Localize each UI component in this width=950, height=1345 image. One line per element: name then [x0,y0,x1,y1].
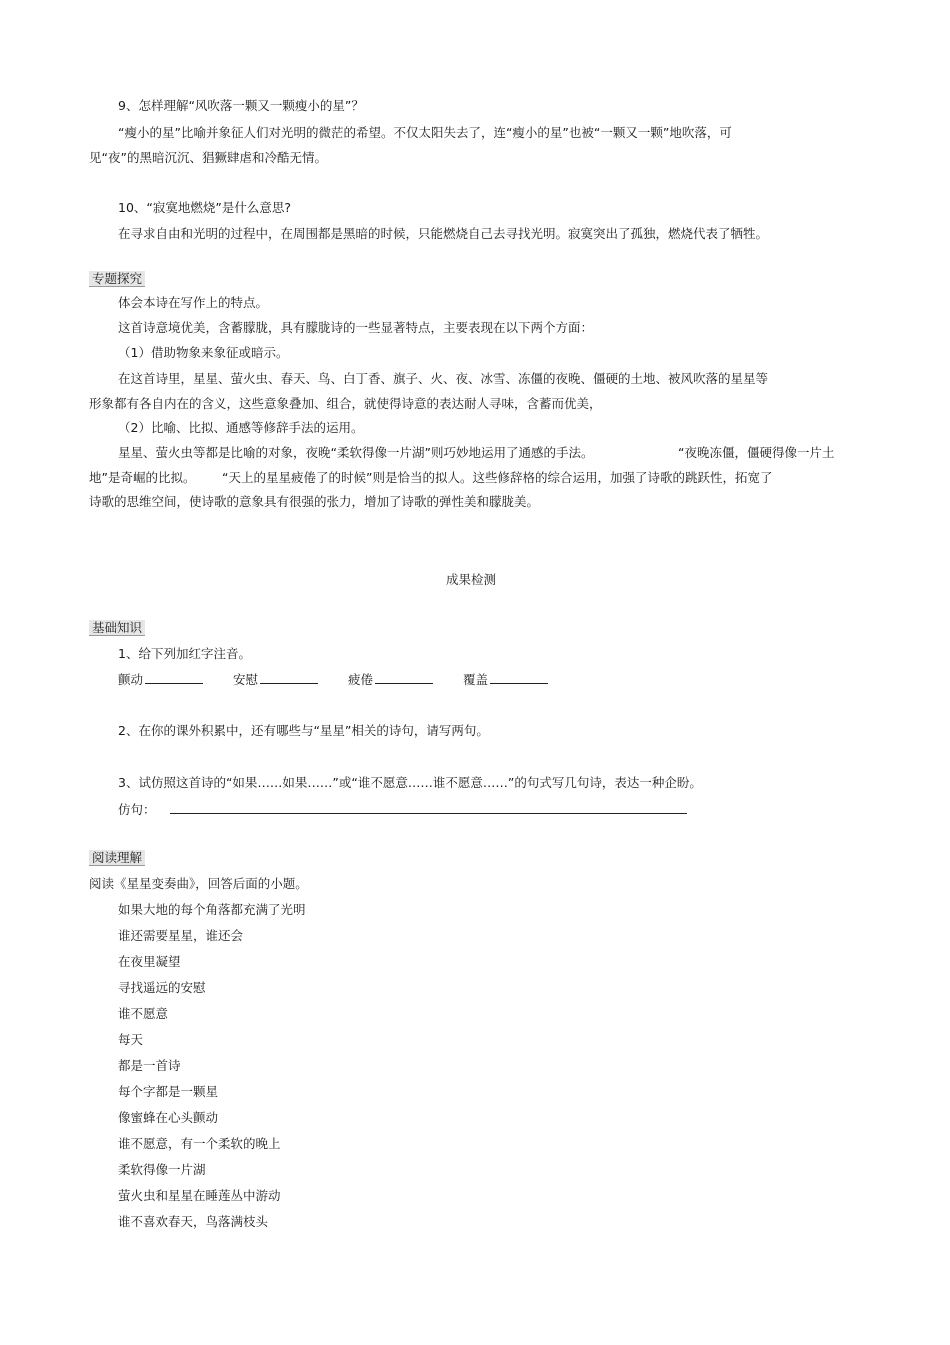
reading-heading-label: 阅读理解 [89,850,145,866]
topic-line2: 这首诗意境优美，含蓄朦胧，具有朦胧诗的一些显著特点，主要表现在以下两个方面： [118,320,594,335]
poem-line: 谁不喜欢春天，鸟落满枝头 [118,1214,269,1229]
poem-line: 谁不愿意，有一个柔软的晚上 [118,1136,281,1151]
basics-heading-label: 基础知识 [89,620,145,636]
pinyin-word: 疲倦 [348,672,374,687]
topic-p2-line1b: “夜晚冻僵，僵硬得像一片土 [678,445,835,460]
pinyin-item-1 [118,671,203,688]
topic-p1-line2: 形象都有各自内在的含义，这些意象叠加、组合，就使得诗意的表达耐人寻味，含蓄而优美， [89,396,602,411]
pinyin-word: 覆盖 [463,672,489,687]
topic-p2-line2a: 地”是奇崛的比拟。 [89,470,196,485]
pinyin-item-2 [233,671,318,688]
basics-q2: 2、在你的课外积累中，还有哪些与“星星”相关的诗句，请写两句。 [118,723,489,738]
q9-answer-line2: 见“夜”的黑暗沉沉、猖獗肆虐和冷酷无情。 [89,150,327,165]
poem-line: 萤火虫和星星在睡莲丛中游动 [118,1188,281,1203]
topic-point1: （1）借助物象来象征或暗示。 [118,345,289,360]
topic-p2-line3: 诗歌的思维空间，使诗歌的意象具有很强的张力，增加了诗歌的弹性美和朦胧美。 [89,494,540,509]
q9-question: 9、怎样理解“风吹落一颗又一颗瘦小的星”？ [118,98,364,113]
poem-line: 每个字都是一颗星 [118,1084,219,1099]
poem-line: 都是一首诗 [118,1058,181,1073]
poem-line: 如果大地的每个角落都充满了光明 [118,902,306,917]
q10-answer: 在寻求自由和光明的过程中，在周围都是黑暗的时候，只能燃烧自己去寻找光明。寂寞突出了孤独，燃烧代表了牺牲。 [118,226,769,241]
pinyin-blank[interactable] [490,671,548,684]
imitate-row [118,801,687,818]
imitate-answer-line[interactable] [170,801,687,814]
q9-answer-line1: “瘦小的星”比喻并象征人们对光明的微茫的希望。不仅太阳失去了，连“瘦小的星”也被“一颗又一颗”地吹落，可 [118,125,732,140]
topic-line1: 体会本诗在写作上的特点。 [118,295,269,310]
poem-line: 在夜里凝望 [118,954,181,969]
reading-section-heading [89,850,145,866]
pinyin-word: 安慰 [233,672,259,687]
topic-p2-line1a: 星星、萤火虫等都是比喻的对象，夜晚“柔软得像一片湖”则巧妙地运用了通感的手法。 [118,445,594,460]
topic-section-heading [89,271,145,287]
topic-p1-line1: 在这首诗里，星星、萤火虫、春天、鸟、白丁香、旗子、火、夜、冰雪、冻僵的夜晚、僵硬的土地、被风吹落的星星等 [118,371,769,386]
topic-point2: （2）比喻、比拟、通感等修辞手法的运用。 [118,420,364,435]
pinyin-blank[interactable] [375,671,433,684]
q10-question: 10、“寂寞地燃烧”是什么意思? [118,200,291,215]
topic-heading-label: 专题探究 [89,271,145,287]
basics-section-heading [89,620,145,636]
poem-line: 每天 [118,1032,144,1047]
pinyin-blank[interactable] [260,671,318,684]
imitate-label: 仿句： [118,802,156,817]
poem-line: 柔软得像一片湖 [118,1162,206,1177]
results-title: 成果检测 [446,572,497,587]
pinyin-item-4 [463,671,548,688]
reading-intro: 阅读《星星变奏曲》，回答后面的小题。 [89,876,308,891]
poem-line: 谁不愿意 [118,1006,169,1021]
poem-line: 像蜜蜂在心头颤动 [118,1110,219,1125]
pinyin-blank[interactable] [145,671,203,684]
poem-line: 谁还需要星星，谁还会 [118,928,244,943]
topic-p2-line2b: “天上的星星疲倦了的时候”则是恰当的拟人。这些修辞格的综合运用，加强了诗歌的跳跃性，拓宽了 [222,470,773,485]
basics-q3: 3、试仿照这首诗的“如果……如果……”或“谁不愿意……谁不愿意……”的句式写几句诗，表达一种企盼。 [118,775,702,790]
poem-line: 寻找遥远的安慰 [118,980,206,995]
pinyin-item-3 [348,671,433,688]
pinyin-word: 颤动 [118,672,144,687]
basics-q1: 1、给下列加红字注音。 [118,646,251,661]
